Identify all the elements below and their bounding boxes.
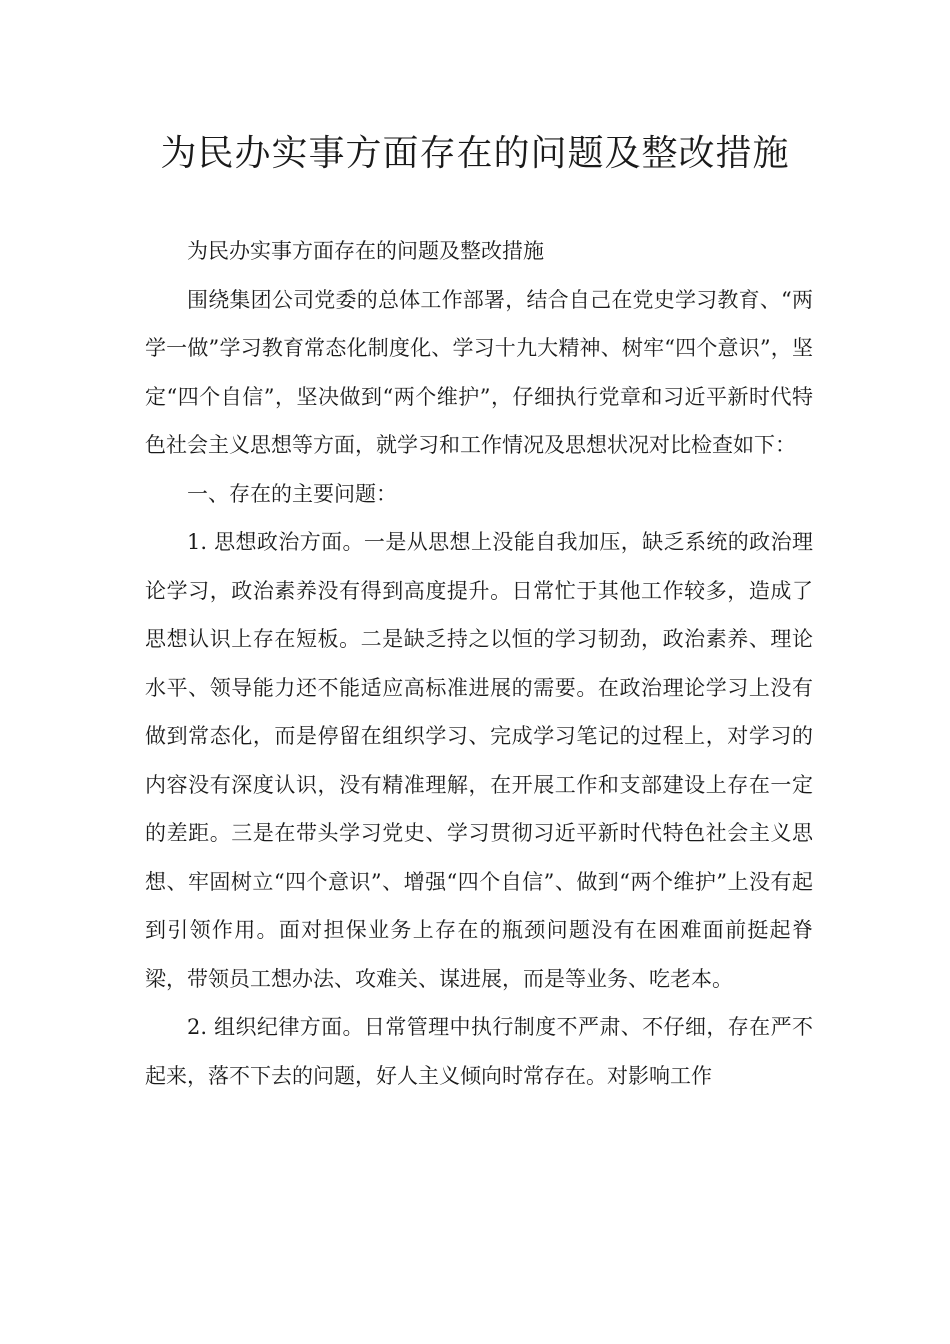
- document-title: 为民办实事方面存在的问题及整改措施: [160, 133, 790, 174]
- paragraph-item-1: 1. 思想政治方面。一是从思想上没能自我加压，缺乏系统的政治理论学习，政治素养没有得到高度提升。日常忙于其他工作较多，造成了思想认识上存在短板。二是缺乏持之以恒的学习韧劲，政治素养、理论水平、领导能力还不能适应高标准进展的需要。在政治理论学习上没有做到常态化，而是停留在组织学习、完成学习笔记的过程上，对学习的内容没有深度认识，没有精准理解，在开展工作和支部建设上存在一定的差距。三是在带头学习党史、学习贯彻习近平新时代特色社会主义思想、牢固树立“四个意识”、增强“四个自信”、做到“两个维护”上没有起到引领作用。面对担保业务上存在的瓶颈问题没有在困难面前挺起脊梁，带领员工想办法、攻难关、谋进展，而是等业务、吃老本。: [145, 530, 813, 991]
- paragraph-item-2: 2. 组织纪律方面。日常管理中执行制度不严肃、不仔细，存在严不起来，落不下去的问题，好人主义倾向时常存在。对影响工作: [145, 1015, 813, 1088]
- paragraph-intro: 围绕集团公司党委的总体工作部署，结合自己在党史学习教育、“两学一做”学习教育常态化制度化、学习十九大精神、树牢“四个意识”，坚定“四个自信”，坚决做到“两个维护”，仔细执行党章和习近平新时代特色社会主义思想等方面，就学习和工作情况及思想状况对比检查如下：: [145, 287, 813, 457]
- document-body: [145, 227, 813, 1100]
- section-heading: 一、存在的主要问题：: [187, 481, 397, 506]
- paragraph-subtitle: 为民办实事方面存在的问题及整改措施: [187, 239, 544, 263]
